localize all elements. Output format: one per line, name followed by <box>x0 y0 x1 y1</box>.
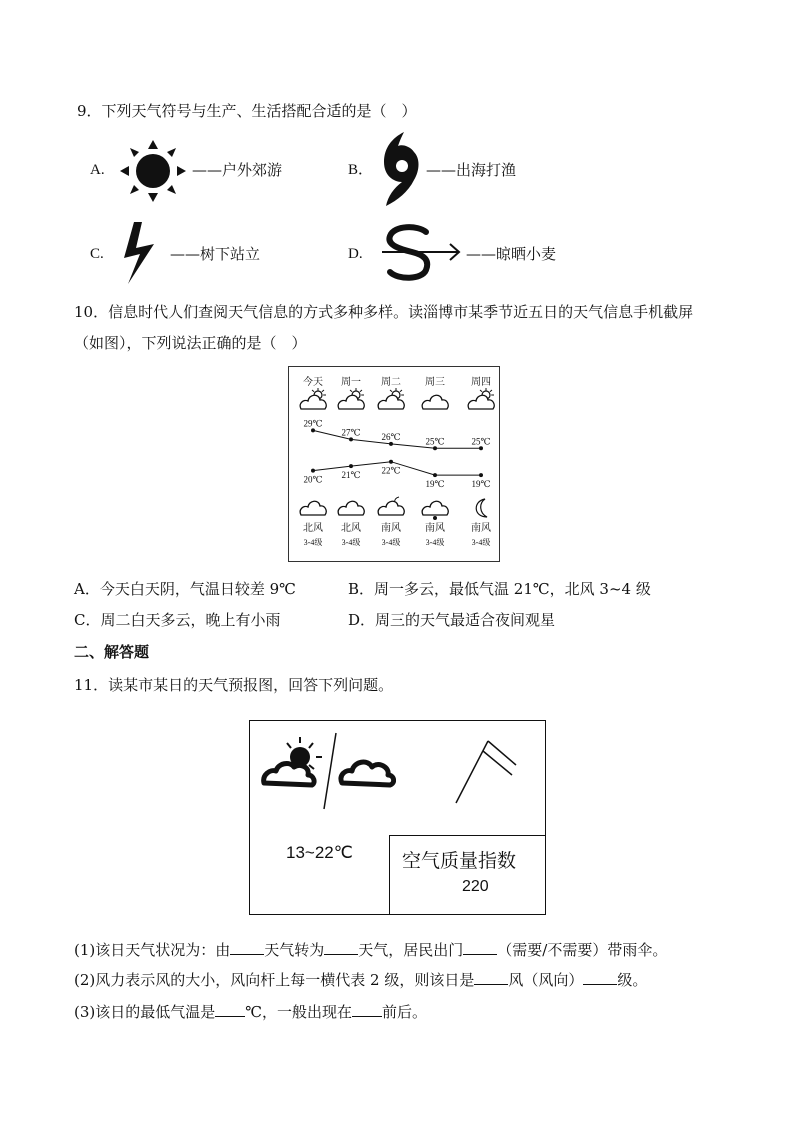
partly-cloudy-icon <box>260 733 324 793</box>
high-temp-point <box>479 446 483 450</box>
wind-barb-icon <box>450 735 522 807</box>
low-temp-label: 21℃ <box>341 470 361 481</box>
wind-direction: 北风 <box>341 523 361 534</box>
aqi-value: 220 <box>462 878 489 895</box>
answer-blank[interactable] <box>474 970 508 985</box>
sun-icon <box>118 138 188 204</box>
high-temp-point <box>389 442 393 446</box>
q10-option-b-letter: B． <box>348 580 375 598</box>
wind-direction: 南风 <box>425 523 445 534</box>
low-temp-label: 20℃ <box>303 474 323 485</box>
low-temp-label: 19℃ <box>471 479 491 490</box>
high-temp-label: 25℃ <box>471 436 491 447</box>
q9-option-a-text: ——户外郊游 <box>192 161 283 179</box>
rain-drop <box>433 516 437 520</box>
answer-blank[interactable] <box>215 1002 245 1017</box>
high-temp-point <box>349 437 353 441</box>
low-temp-point <box>433 473 437 477</box>
cloud-shape <box>300 395 326 409</box>
q11-sub2-a: (2)风力表示风的大小，风向杆上每一横代表 2 级，则该日是 <box>74 971 475 989</box>
q10-stem-line1: 10．信息时代人们查阅天气信息的方式多种多样。读淄博市某季节近五日的天气信息手机截屏 <box>74 303 694 321</box>
q10-option-c-letter: C． <box>74 611 101 629</box>
day-label: 今天 <box>303 377 323 388</box>
cloud-shape <box>300 501 326 515</box>
low-temp-point <box>479 473 483 477</box>
aqi-label: 空气质量指数 <box>402 850 517 872</box>
q11-sub3 <box>74 1002 427 1022</box>
sun-ray <box>322 390 324 392</box>
sun-ray <box>490 390 492 392</box>
wind-direction: 南风 <box>381 523 401 534</box>
q10-option-c <box>74 610 281 630</box>
answer-blank[interactable] <box>352 1002 382 1017</box>
aqi-box <box>389 835 545 915</box>
q10-option-b <box>348 579 651 599</box>
weather-map-box <box>249 720 546 915</box>
cloud-shape <box>338 501 364 515</box>
weather-forecast-screenshot <box>288 366 500 562</box>
cloud-shape <box>422 501 448 515</box>
wind-level: 3-4级 <box>303 538 323 547</box>
q11-sub2-c: 级。 <box>617 971 648 989</box>
high-temp-point <box>433 446 437 450</box>
transition-slash <box>320 731 340 811</box>
wind-direction: 北风 <box>303 523 323 534</box>
wind-level: 3-4级 <box>425 538 445 547</box>
q9-option-b-text: ——出海打渔 <box>426 161 517 179</box>
q11-sub1 <box>74 940 667 960</box>
wind-direction: 南风 <box>471 523 491 534</box>
q11-sub1-c: 天气，居民出门 <box>358 941 464 959</box>
day-label: 周二 <box>381 377 401 388</box>
q9-option-a-letter: A. <box>90 162 105 178</box>
cloud-shape <box>422 395 448 409</box>
forecast-chart <box>289 367 499 561</box>
typhoon-icon <box>378 130 426 208</box>
q11-stem: 11．读某市某日的天气预报图，回答下列问题。 <box>74 676 394 694</box>
q10-option-a-letter: A． <box>74 580 100 598</box>
high-temp-point <box>311 428 315 432</box>
cloud-shape <box>468 395 494 409</box>
q10-stem-line2: （如图），下列说法正确的是（ ） <box>74 334 307 352</box>
low-temp-label: 19℃ <box>425 479 445 490</box>
sun-ray <box>480 390 482 392</box>
answer-blank[interactable] <box>583 970 617 985</box>
temperature-range: 13~22℃ <box>286 843 353 862</box>
high-temp-label: 25℃ <box>425 436 445 447</box>
high-temp-label: 26℃ <box>381 431 401 442</box>
q11-sub3-a: (3)该日的最低气温是 <box>74 1003 216 1021</box>
section-title: 二、解答题 <box>74 643 150 661</box>
q10-option-d <box>348 610 555 630</box>
sun-ray <box>360 390 362 392</box>
sandstorm-icon <box>378 222 464 284</box>
wind-level: 3-4级 <box>471 538 491 547</box>
wind-level: 3-4级 <box>381 538 401 547</box>
q11-sub2-b: 风（风向） <box>508 971 584 989</box>
q9-option-b-letter: B． <box>348 162 374 178</box>
high-temp-label: 27℃ <box>341 427 361 438</box>
q9-option-d-letter: D. <box>348 246 363 262</box>
q10-option-d-text: 周三的天气最适合夜间观星 <box>375 611 556 629</box>
day-label: 周四 <box>471 377 491 388</box>
sun-ray <box>312 390 314 392</box>
moon-shape <box>476 499 487 517</box>
cloud-shape <box>378 395 404 409</box>
low-temp-point <box>389 460 393 464</box>
low-temp-point <box>349 464 353 468</box>
cloud-shape <box>378 501 404 515</box>
q9-option-d-text: ——晾晒小麦 <box>466 245 557 263</box>
high-temp-label: 29℃ <box>303 418 323 429</box>
q9-option-c-letter: C. <box>90 246 104 262</box>
day-label: 周一 <box>341 377 361 388</box>
low-temp-point <box>311 469 315 473</box>
lightning-icon <box>120 220 168 286</box>
low-temp-label: 22℃ <box>381 465 401 476</box>
q11-sub1-d: （需要/不需要）带雨伞。 <box>497 941 668 959</box>
q10-option-d-letter: D． <box>348 611 376 629</box>
sun-ray <box>350 390 352 392</box>
q9-option-c-text: ——树下站立 <box>170 245 261 263</box>
cloud-shape <box>338 395 364 409</box>
q10-option-c-text: 周二白天多云，晚上有小雨 <box>100 611 281 629</box>
wind-level: 3-4级 <box>341 538 361 547</box>
q11-sub3-b: ℃，一般出现在 <box>245 1003 353 1021</box>
answer-blank[interactable] <box>324 940 358 955</box>
q9-stem: 9．下列天气符号与生产、生活搭配合适的是（ ） <box>77 102 417 120</box>
cloudy-icon <box>338 749 396 789</box>
q10-option-a-text: 今天白天阴，气温日较差 9℃ <box>99 580 296 598</box>
answer-blank[interactable] <box>230 940 264 955</box>
q11-sub1-b: 天气转为 <box>264 941 325 959</box>
answer-blank[interactable] <box>463 940 497 955</box>
q11-sub3-c: 前后。 <box>382 1003 428 1021</box>
sun-ray <box>390 390 392 392</box>
q10-option-b-text: 周一多云，最低气温 21℃，北风 3~4 级 <box>374 580 651 598</box>
sun-ray <box>400 390 402 392</box>
q10-option-a <box>74 579 296 599</box>
q11-sub1-a: (1)该日天气状况为：由 <box>74 941 231 959</box>
day-label: 周三 <box>425 377 445 388</box>
q11-sub2 <box>74 970 647 990</box>
